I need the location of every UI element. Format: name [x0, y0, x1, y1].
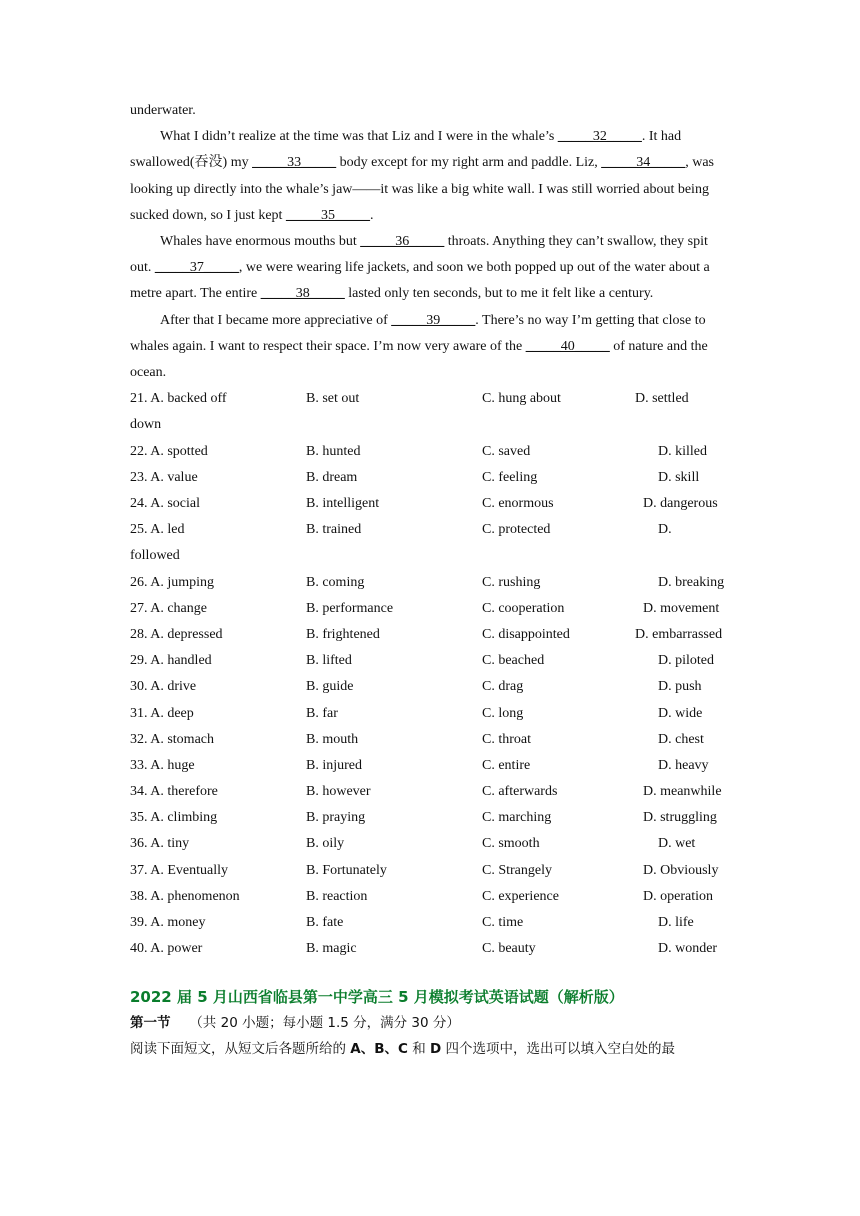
passage-line-underwater [130, 98, 730, 124]
passage-text: . It had swallowed(吞没) my [130, 129, 682, 171]
option-a: 23. A. value [130, 469, 198, 485]
passage-text: After that I became more appreciative of [160, 312, 392, 328]
blank-34: _____34_____ [601, 155, 686, 171]
option-c: C. disappointed [482, 626, 570, 642]
option-d: D. wide [658, 705, 703, 721]
option-row [130, 570, 730, 596]
option-d: D. skill [658, 469, 700, 485]
passage-text: underwater. [130, 103, 196, 118]
option-a: 21. A. backed off [130, 391, 227, 407]
option-c: C. protected [482, 522, 551, 538]
option-d: D. wet [658, 836, 696, 852]
option-d: D. struggling [643, 810, 717, 826]
option-a: 38. A. phenomenon [130, 888, 240, 904]
blank-33: _____33_____ [252, 155, 337, 171]
option-b: B. fate [306, 915, 344, 931]
option-row [130, 884, 730, 910]
option-row [130, 727, 730, 753]
option-b: B. magic [306, 941, 357, 957]
option-a: 34. A. therefore [130, 784, 218, 800]
section-instruction [130, 1036, 730, 1062]
section-title: 2022 届 5 月山西省临县第一中学高三 5 月模拟考试英语试题（解析版） [130, 988, 624, 1007]
passage-text: What I didn’t realize at the time was that Liz and I were in the whale’s [160, 129, 558, 145]
option-b: B. oily [306, 836, 345, 852]
option-b: B. lifted [306, 653, 352, 669]
option-a: 39. A. money [130, 915, 206, 931]
option-c: C. beauty [482, 941, 536, 957]
option-c: C. beached [482, 653, 545, 669]
section-part [130, 1010, 730, 1036]
option-a: 22. A. spotted [130, 443, 208, 459]
option-row [130, 648, 730, 674]
option-d: D. operation [643, 888, 713, 904]
option-d: D. movement [643, 600, 720, 616]
part-label: 第一节 [130, 1015, 171, 1032]
option-row [130, 936, 730, 962]
passage-paragraph-1 [130, 124, 730, 229]
option-row [130, 753, 730, 779]
blank-39: _____39_____ [391, 312, 476, 328]
option-row [130, 622, 730, 648]
passage-text: . [369, 207, 374, 223]
option-c: C. feeling [482, 469, 538, 485]
option-c: C. saved [482, 443, 531, 459]
option-a: 24. A. social [130, 496, 200, 511]
option-row [130, 465, 730, 491]
option-b: B. however [306, 784, 371, 800]
option-c: C. cooperation [482, 600, 565, 616]
passage-text: body except for my right arm and paddle. Liz, [336, 155, 602, 171]
option-row [130, 517, 730, 569]
blank-32: _____32_____ [557, 129, 642, 145]
passage-text: lasted only ten seconds, but to me it felt like a century. [344, 286, 654, 302]
option-a: 28. A. depressed [130, 626, 223, 642]
option-b: B. mouth [306, 731, 359, 747]
option-a: 32. A. stomach [130, 731, 214, 747]
option-d: D. piloted [658, 653, 714, 669]
option-c: C. throat [482, 731, 531, 747]
option-b: B. praying [306, 810, 366, 826]
option-row [130, 386, 730, 438]
blank-37: _____37_____ [154, 260, 239, 276]
passage-text: throats. Anything they can’t swallow, they spit out. [130, 234, 708, 276]
option-c: C. Strangely [482, 862, 552, 878]
option-c: C. afterwards [482, 784, 558, 800]
document-page [130, 98, 730, 1062]
instruction-text: D [430, 1041, 442, 1058]
option-c: C. rushing [482, 574, 541, 590]
option-row [130, 831, 730, 857]
passage-text: of nature and the ocean. [130, 338, 708, 381]
option-a: 36. A. tiny [130, 836, 190, 852]
option-b: B. intelligent [306, 496, 380, 511]
option-a: 31. A. deep [130, 705, 194, 721]
option-d: D. Obviously [643, 862, 719, 878]
option-d: D. wonder [658, 941, 718, 957]
option-row [130, 701, 730, 727]
option-c: C. marching [482, 810, 552, 826]
option-d: D. heavy [658, 757, 709, 773]
option-b: B. far [306, 705, 338, 721]
option-d: D. chest [658, 731, 704, 747]
blank-40: _____40_____ [525, 338, 610, 354]
passage-paragraph-2 [130, 229, 730, 308]
option-d: D. [658, 522, 672, 538]
option-a: 25. A. led [130, 522, 185, 538]
option-b: B. coming [306, 574, 365, 590]
option-c: C. experience [482, 888, 559, 904]
option-row [130, 858, 730, 884]
option-b: B. frightened [306, 626, 380, 642]
option-c: C. entire [482, 757, 531, 773]
passage-text: . There’s no way I’m getting that close to whales again. I want to respect their space. I’m now very aware of the [130, 312, 706, 354]
option-row [130, 805, 730, 831]
passage-paragraph-3 [130, 308, 730, 387]
option-c: C. smooth [482, 836, 540, 852]
option-d: D. dangerous [643, 496, 718, 511]
option-b: B. performance [306, 600, 394, 616]
option-row [130, 439, 730, 465]
option-c: C. long [482, 705, 524, 721]
option-b: B. trained [306, 522, 362, 538]
instruction-text: 和 [407, 1041, 431, 1058]
option-d: D. push [658, 679, 702, 695]
option-d: D. life [658, 915, 694, 931]
option-c: C. enormous [482, 496, 554, 511]
option-b: B. hunted [306, 443, 361, 459]
option-c: C. hung about [482, 391, 561, 407]
option-row [130, 674, 730, 700]
instruction-text: 阅读下面短文，从短文后各题所给的 [130, 1041, 351, 1058]
option-b: B. set out [306, 391, 360, 407]
option-a: 29. A. handled [130, 653, 212, 669]
option-b: B. guide [306, 679, 354, 695]
option-row [130, 596, 730, 622]
option-a: 26. A. jumping [130, 574, 215, 590]
option-a: 40. A. power [130, 941, 203, 957]
option-row [130, 491, 730, 517]
option-a: 27. A. change [130, 600, 207, 616]
passage-text: Whales have enormous mouths but [160, 234, 361, 250]
option-d: D. embarrassed [635, 626, 723, 642]
part-description: （共 20 小题；每小题 1.5 分，满分 30 分） [189, 1015, 460, 1032]
option-c: C. drag [482, 679, 524, 695]
option-d: D. settled [635, 391, 689, 407]
option-c: C. time [482, 915, 524, 931]
option-b: B. injured [306, 757, 362, 773]
option-a: 37. A. Eventually [130, 862, 228, 878]
option-row [130, 779, 730, 805]
option-d: D. breaking [658, 574, 725, 590]
option-row [130, 910, 730, 936]
option-b: B. reaction [306, 888, 368, 904]
option-b: B. dream [306, 469, 358, 485]
option-a: 35. A. climbing [130, 810, 218, 826]
instruction-text: A、B、C [350, 1041, 408, 1058]
option-a: 30. A. drive [130, 679, 197, 695]
option-d-continuation: down [130, 417, 162, 433]
blank-35: _____35_____ [285, 207, 370, 223]
passage-text: , was looking up directly into the whale’s jaw——it was like a big white wall. I was still worried about being sucked down, so I just kept [130, 155, 715, 223]
instruction-text: 四个选项中，选出可以填入空白处的最 [441, 1041, 676, 1058]
option-d: D. killed [658, 443, 707, 459]
option-d: D. meanwhile [643, 784, 722, 800]
blank-38: _____38_____ [260, 286, 345, 302]
option-b: B. Fortunately [306, 862, 387, 878]
option-d-continuation: followed [130, 548, 180, 564]
blank-36: _____36_____ [360, 234, 445, 250]
option-a: 33. A. huge [130, 757, 195, 773]
options-list [130, 386, 730, 962]
passage-text: , we were wearing life jackets, and soon we both popped up out of the water about a metre apart. The entire [130, 260, 710, 302]
